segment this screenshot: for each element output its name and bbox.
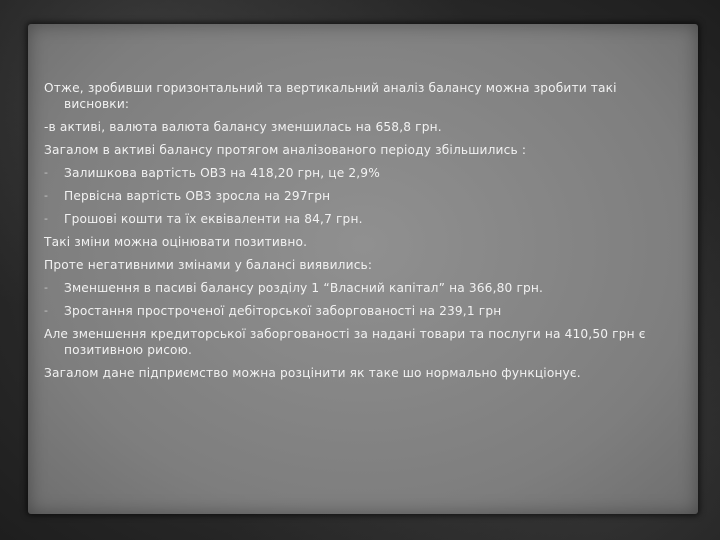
slide-content [44, 80, 674, 388]
conclusion-intro: Отже, зробивши горизонтальний та вертикальний аналіз балансу можна зробити такі висновки: [44, 81, 617, 111]
negative-changes-heading: Проте негативними змінами у балансі виявились: [44, 258, 373, 272]
asset-currency-decrease: -в активі, валюта валюта балансу зменшилась на 658,8 грн. [44, 120, 442, 134]
list-item-text: Грошові кошти та їх еквіваленти на 84,7 грн. [64, 212, 363, 226]
bullet-marker: - [44, 304, 49, 317]
bullet-marker: - [44, 189, 49, 202]
list-item-text: Зростання простроченої дебіторської заборгованості на 239,1 грн [64, 304, 502, 318]
list-item-text: Залишкова вартість ОВЗ на 418,20 грн, це 2,9% [64, 166, 380, 180]
asset-increase-heading: Загалом в активі балансу протягом аналізованого періоду збільшились : [44, 143, 527, 157]
list-item-text: Зменшення в пасиві балансу розділу 1 “Власний капітал” на 366,80 грн. [64, 281, 544, 295]
list-item [44, 280, 674, 296]
bullet-marker: - [44, 166, 49, 179]
list-item [44, 303, 674, 319]
positive-assessment: Такі зміни можна оцінювати позитивно. [44, 235, 308, 249]
bullet-marker: - [44, 281, 49, 294]
overall-conclusion: Загалом дане підприємство можна розцінити як таке шо нормально функціонує. [44, 366, 581, 380]
list-item [44, 211, 674, 227]
payables-decrease-note: Але зменшення кредиторської заборгованості за надані товари та послуги на 410,50 грн є позитивною рисою. [44, 327, 646, 357]
list-item [44, 165, 674, 181]
list-item-text: Первісна вартість ОВЗ зросла на 297грн [64, 189, 331, 203]
bullet-marker: - [44, 212, 49, 225]
list-item [44, 188, 674, 204]
